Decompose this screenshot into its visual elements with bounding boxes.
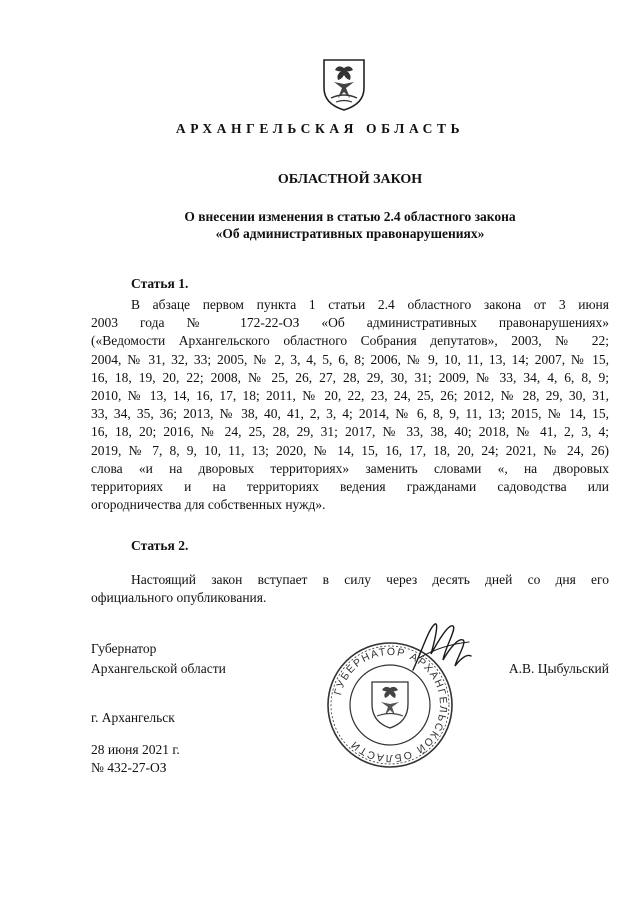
text-line: 2004, № 31, 32, 33; 2005, № 2, 3, 4, 5, 6, 8; 2006, № 9, 10, 11, 13, 14; 2007, № 15, — [91, 351, 609, 367]
signing-city: г. Архангельск — [91, 710, 175, 725]
text-line: 16, 18, 19, 20, 22; 2008, № 25, 26, 27, 28, 29, 30, 31; 2009, № 33, 34, 4, 6, 8, 9; — [91, 369, 609, 385]
article-1-body — [91, 296, 609, 514]
seal-text: ГУБЕРНАТОР АРХАНГЕЛЬСКОЙ ОБЛАСТИ — [332, 645, 450, 765]
law-subject-line: О внесении изменения в статью 2.4 областного закона — [184, 209, 516, 224]
law-subject — [0, 208, 640, 242]
text-line: слова «и на дворовых территориях» заменить словами «, на дворовых — [91, 460, 609, 476]
text-line: Настоящий закон вступает в силу через десять дней со дня его — [131, 572, 609, 587]
text-line: 2003 года № 172-22-ОЗ «Об административных правонарушениях» — [91, 315, 609, 331]
text-line: 33, 34, 35, 36; 2013, № 38, 40, 41, 2, 3, 4; 2014, № 6, 8, 9, 11, 13; 2015, № 14, 15, — [91, 406, 609, 422]
text-line: территориях и на территориях ведения гражданами садоводства или — [91, 478, 609, 494]
coat-of-arms-icon — [322, 58, 366, 112]
article-2-body — [91, 571, 609, 607]
article-1-title: Статья 1. — [131, 276, 189, 291]
text-line: В абзаце первом пункта 1 статьи 2.4 областного закона от 3 июня — [131, 297, 609, 312]
text-line: («Ведомости Архангельского областного Собрания депутатов», 2003, № 22; — [91, 333, 609, 349]
law-date-number — [91, 741, 180, 777]
text-line: огородничества для собственных нужд». — [91, 497, 326, 513]
law-number: № 432-27-ОЗ — [91, 760, 167, 775]
law-subject-line: «Об административных правонарушениях» — [215, 226, 485, 241]
text-line: 2019, № 7, 8, 9, 10, 11, 13; 2020, № 14, 15, 16, 17, 18, 20, 24; 2021, № 24, 26) — [91, 442, 609, 458]
signatory-name: А.В. Цыбульский — [508, 661, 609, 676]
text-line: официального опубликования. — [91, 590, 267, 606]
text-line: 2010, № 13, 14, 16, 17, 18; 2011, № 20, 22, 23, 24, 25, 26; 2012, № 28, 29, 30, 31, — [91, 387, 609, 403]
position-line: Губернатор — [91, 641, 157, 656]
signatory-position — [91, 639, 226, 679]
region-title: АРХАНГЕЛЬСКАЯ ОБЛАСТЬ — [175, 121, 465, 136]
text-line: 16, 18, 20; 2016, № 24, 25, 28, 29, 31; 2017, № 33, 38, 40; 2018, № 41, 2, 3, 4; — [91, 424, 609, 440]
law-date: 28 июня 2021 г. — [91, 742, 180, 757]
position-line: Архангельской области — [91, 661, 226, 676]
handwritten-signature-icon — [405, 618, 475, 678]
law-type-heading: ОБЛАСТНОЙ ЗАКОН — [277, 172, 423, 187]
article-2-title: Статья 2. — [131, 538, 189, 553]
